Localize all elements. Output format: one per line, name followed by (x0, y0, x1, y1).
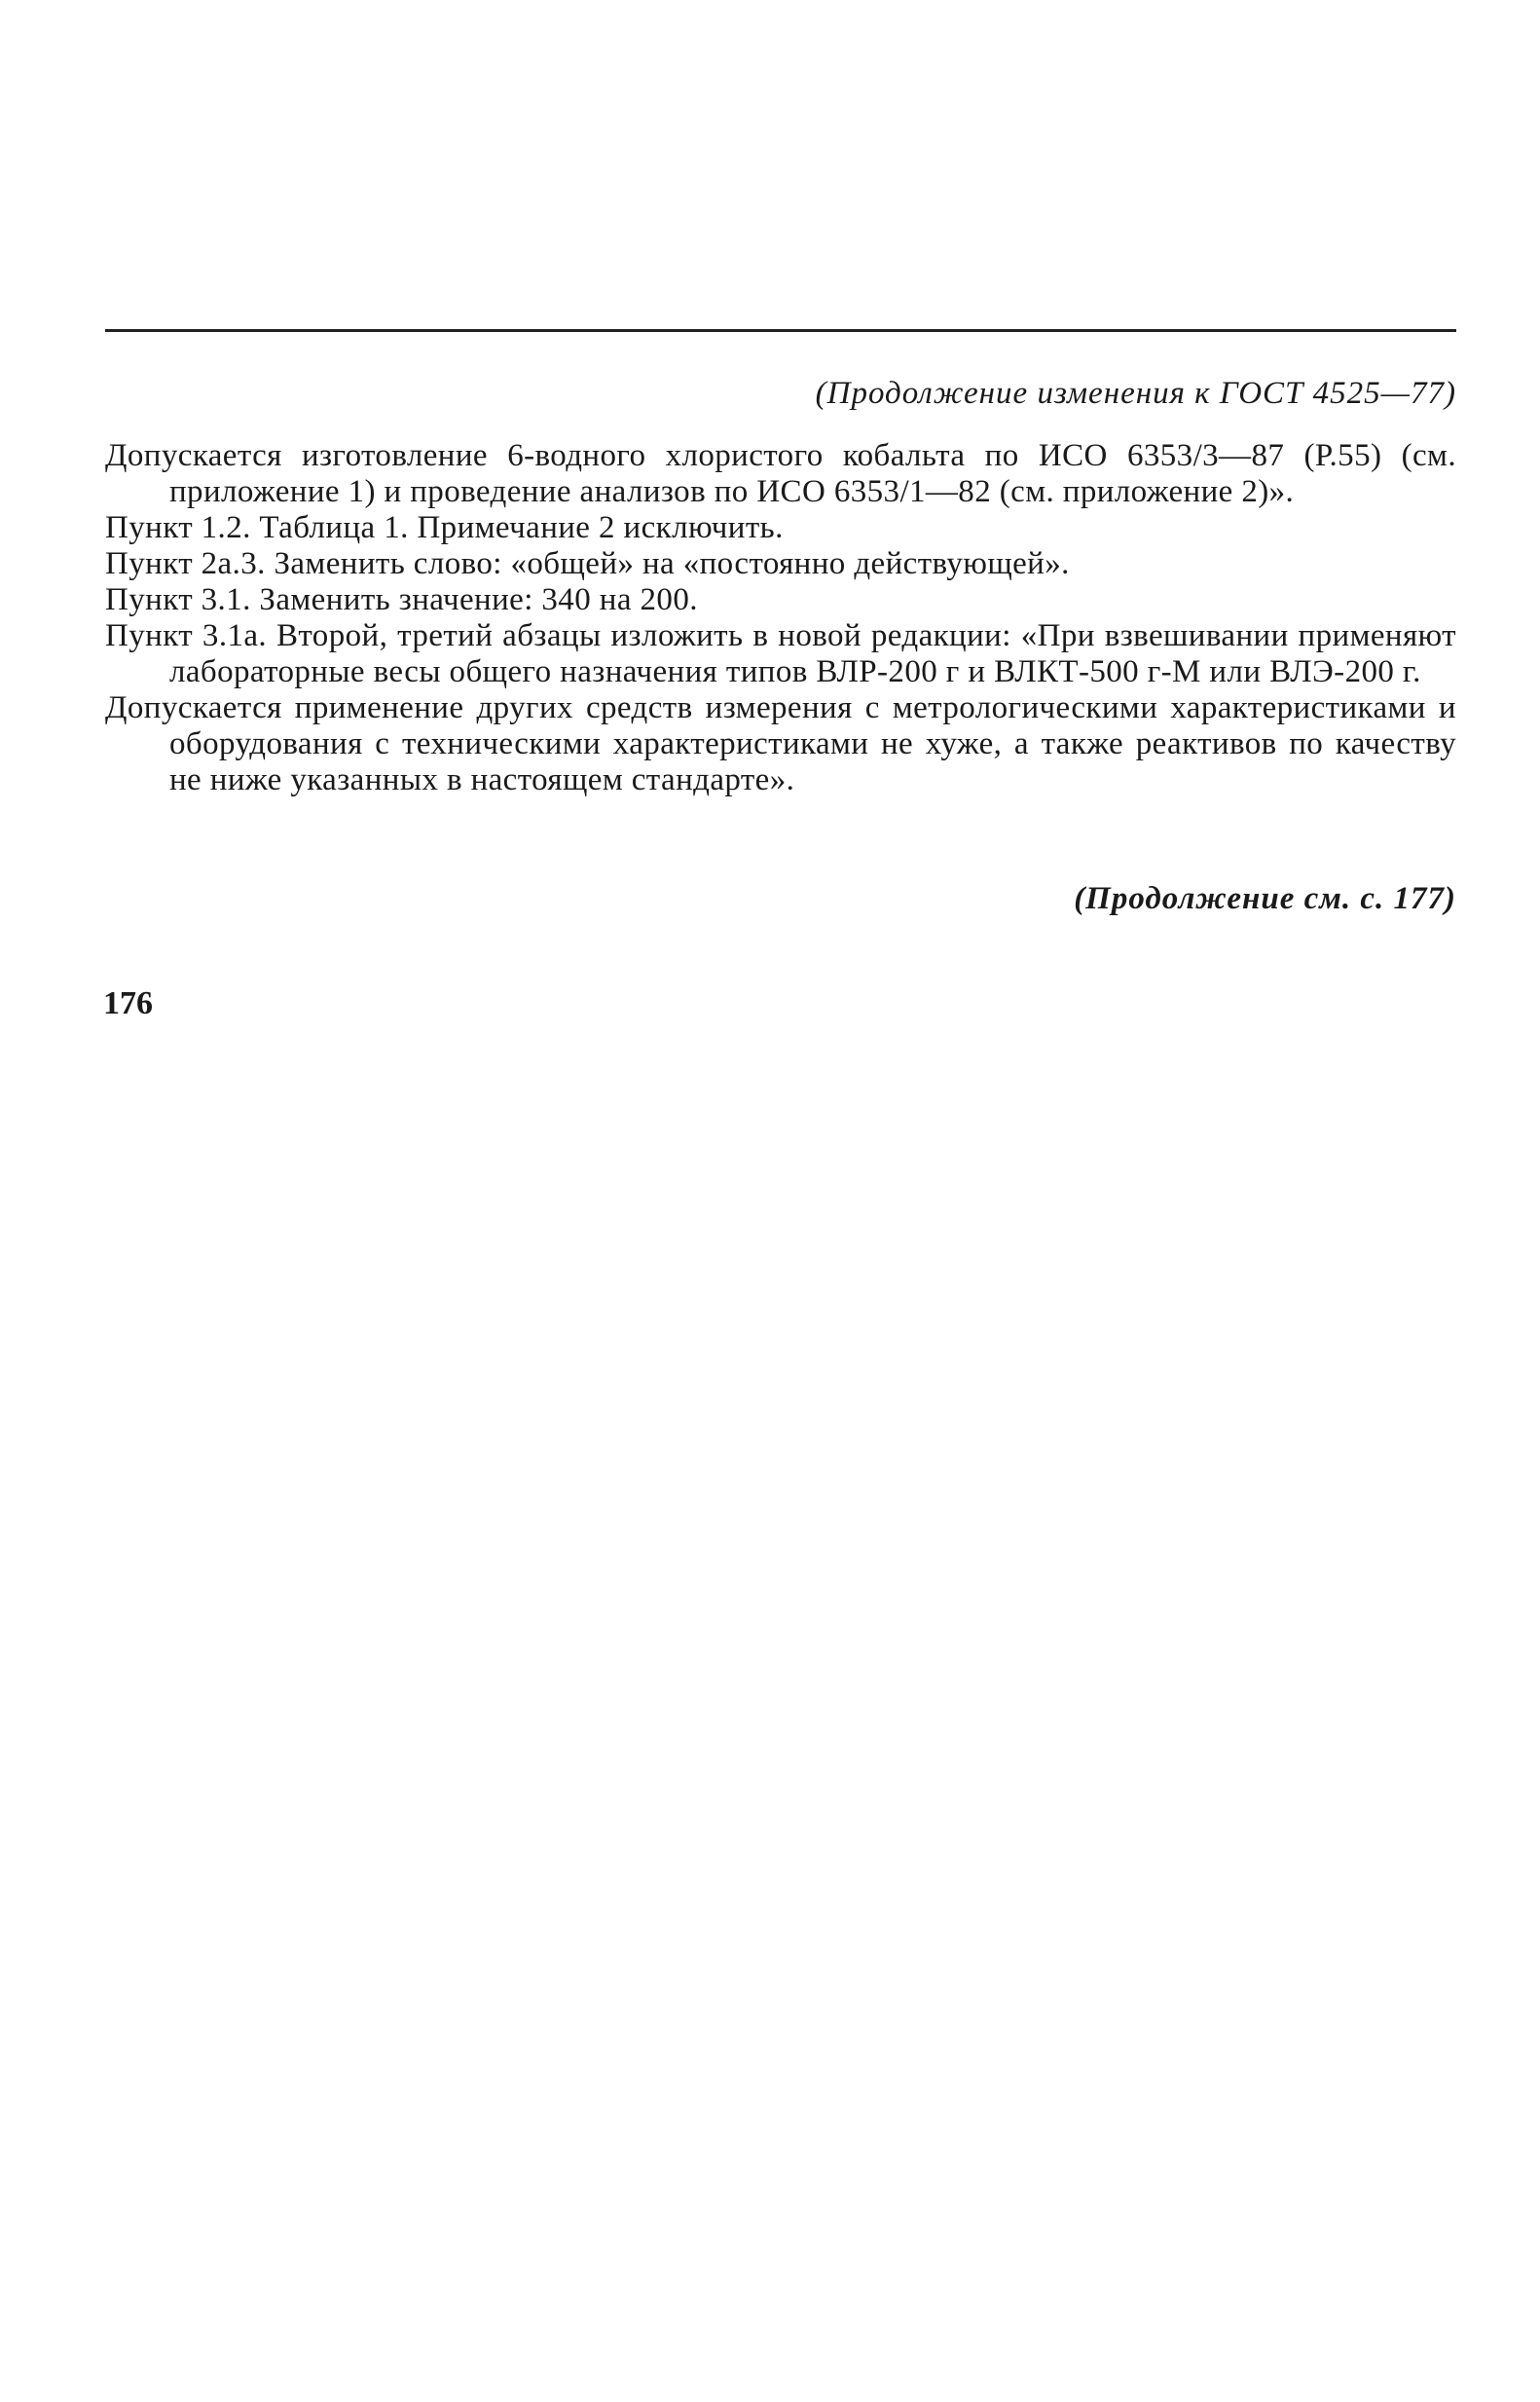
paragraph-measuring-instruments: Допускается применение других средств измерения с метрологическими характеристиками и оборудования с техническими характеристиками не хуже, а также реактивов по качеству не ниже указанных в настоящем стандарте». (105, 690, 1456, 797)
document-body (105, 438, 1456, 798)
paragraph-item-1-2: Пункт 1.2. Таблица 1. Примечание 2 исключить. (105, 510, 784, 545)
header-continuation-note: (Продолжение изменения к ГОСТ 4525—77) (815, 376, 1456, 411)
paragraph-iso-allowance: Допускается изготовление 6-водного хлористого кобальта по ИСО 6353/3—87 (Р.55) (см. приложение 1) и проведение анализов по ИСО 6353/1—82 (см. приложение 2)». (105, 438, 1456, 509)
paragraph-item-3-1: Пункт 3.1. Заменить значение: 340 на 200. (105, 582, 698, 617)
page-number: 176 (103, 985, 153, 1021)
footer-continuation-note: (Продолжение см. с. 177) (1074, 881, 1456, 916)
paragraph-item-2a-3: Пункт 2а.3. Заменить слово: «общей» на «постоянно действующей». (105, 546, 1070, 581)
paragraph-item-3-1a: Пункт 3.1а. Второй, третий абзацы изложить в новой редакции: «При взвешивании применяют лабораторные весы общего назначения типов ВЛР-200 г и ВЛКТ-500 г-М или ВЛЭ-200 г. (105, 618, 1456, 689)
top-rule (105, 329, 1456, 332)
